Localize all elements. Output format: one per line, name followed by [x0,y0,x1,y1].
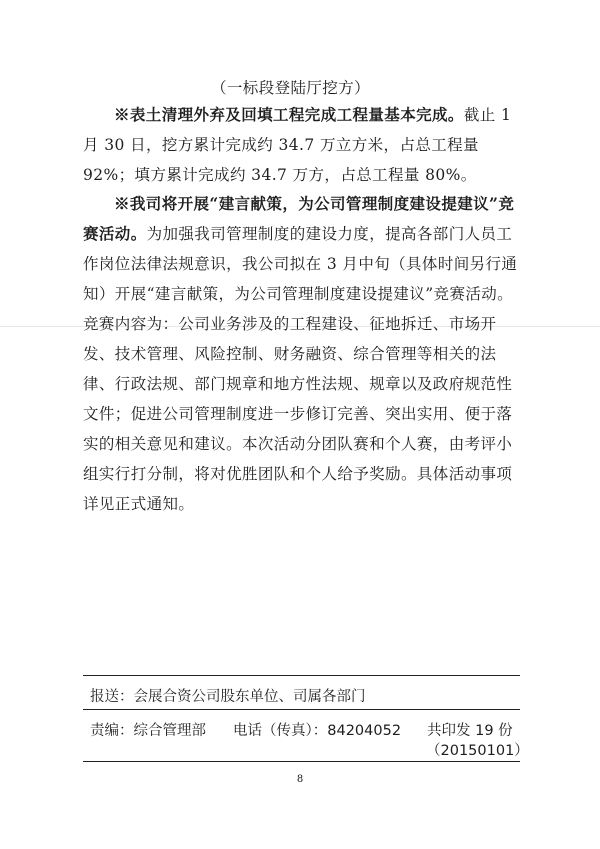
copies-count: 共印发 19 份 [427,723,513,739]
contest-title: ※我司将开展“建言献策，为公司管理制度建设提建议”竞赛活动。 [83,194,515,243]
progress-body: 截止 1 月 30 日，挖方累计完成约 34.7 万立方米，占总工程量 92%；填方累计完成约 34.7 万方，占总工程量 80%。 [83,106,512,184]
contest-body: 为加强我司管理制度的建设力度，提高各部门人员工作岗位法律法规意识，我公司拟在 3 月中旬（具体时间另行通知）开展“建言献策，为公司管理制度建设提建议”竞赛活动。竞赛内容为：公司业务涉及的工程建设、征地拆迁、市场开发、技术管理、风险控制、财务融资、综合管理等相关的法律、行政法规、部门规章和地方性法规、规章以及政府规范性文件；促进公司管理制度进一步修订完善、突出实用、便于落实的相关意见和建议。本次活动分团队赛和个人赛，由考评小组实行打分制，将对优胜团队和个人给予奖励。具体活动事项详见正式通知。 [83,225,518,513]
footer-divider-middle [83,709,520,710]
contest-paragraph [83,189,523,519]
progress-paragraph [83,100,523,190]
page-number: 8 [296,774,304,785]
document-date: （20150101） [426,743,529,759]
phone-fax: 电话（传真）：84204052 [233,723,402,739]
footer-divider-top [83,675,520,676]
send-to: 报送：会展合资公司股东单位、司属各部门 [90,689,366,705]
editor: 责编：综合管理部 [90,723,206,739]
progress-title: ※表土清理外弃及回填工程完成工程量基本完成。 [114,105,464,124]
footer-divider-bottom [83,761,520,762]
section-heading: （一标段登陆厅挖方） [211,79,371,97]
